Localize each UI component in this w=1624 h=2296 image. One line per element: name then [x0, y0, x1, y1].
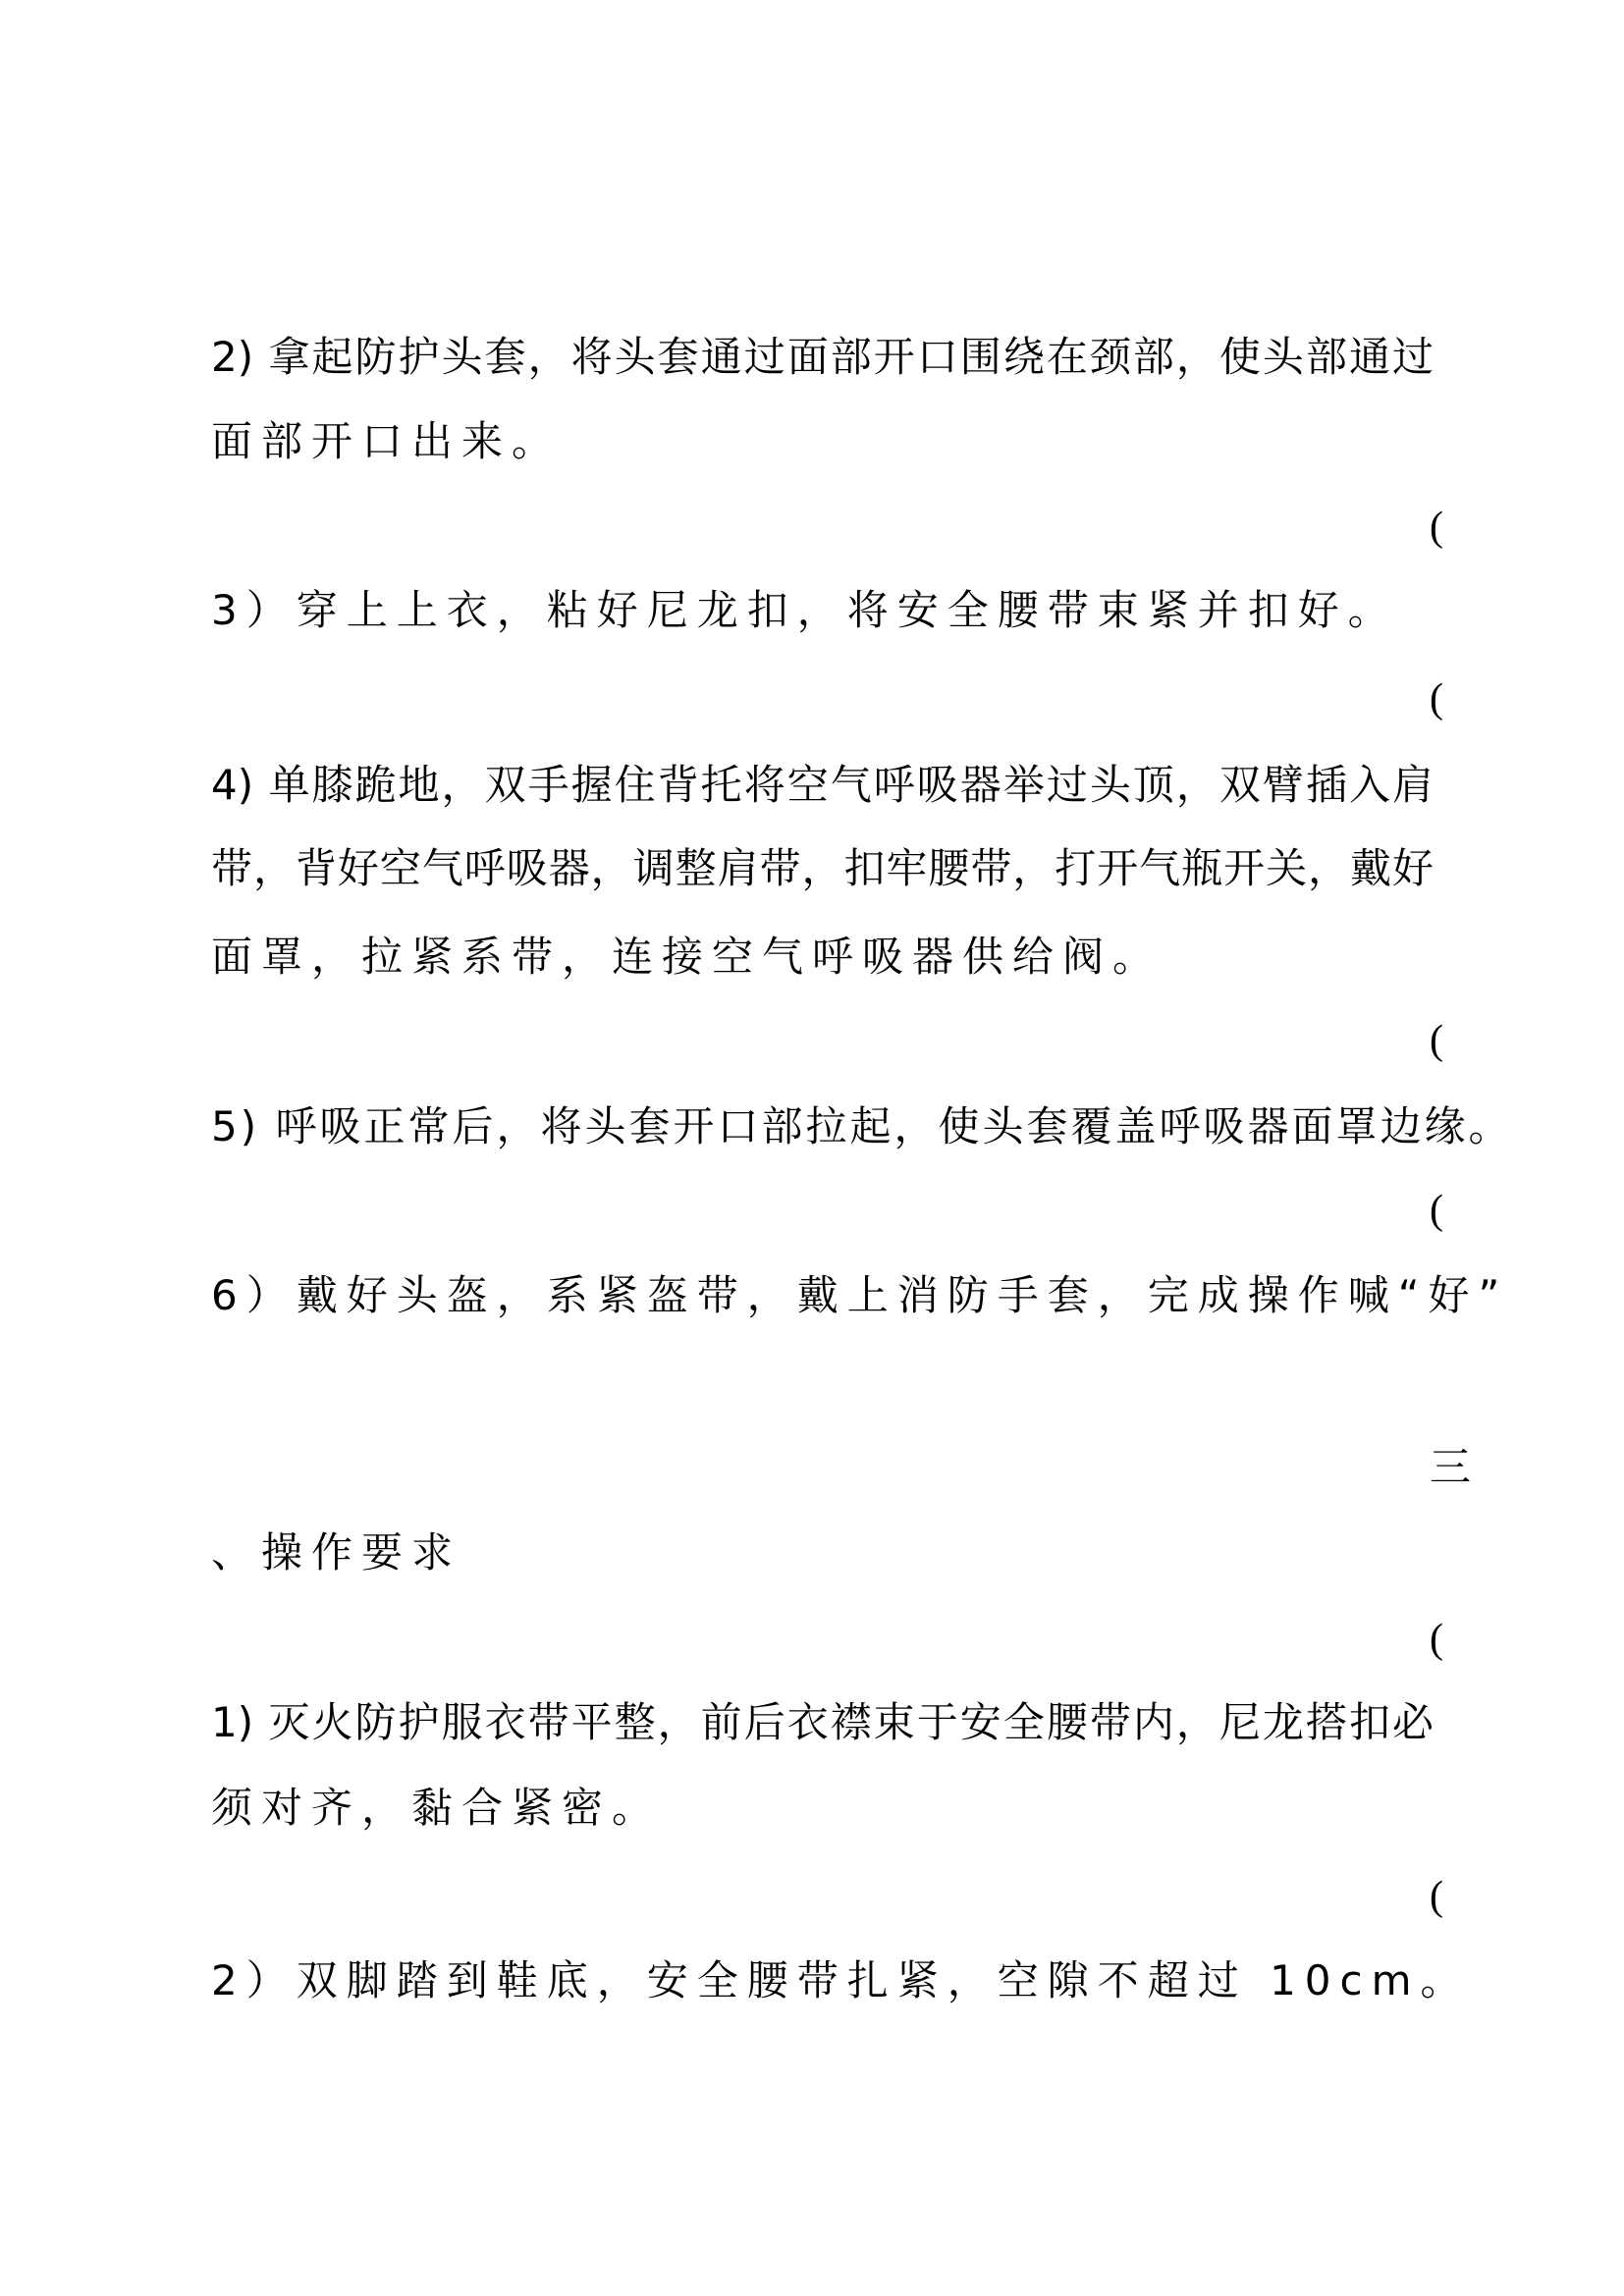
section-number: 三: [1430, 1443, 1472, 1491]
paren-mark: (: [1430, 676, 1443, 721]
paren-mark: (: [1430, 1617, 1443, 1662]
text-line: 面罩，拉紧系带，连接空气呼吸器供给阀。: [211, 933, 1164, 981]
paren-mark: (: [1430, 1874, 1443, 1919]
paren-mark: (: [1430, 505, 1443, 550]
text-line: 2）双脚踏到鞋底，安全腰带扎紧，空隙不超过 10cm。: [211, 1956, 1471, 2004]
text-line: 5) 呼吸正常后，将头套开口部拉起，使头套覆盖呼吸器面罩边缘。: [211, 1102, 1513, 1150]
section-heading: 、操作要求: [211, 1528, 462, 1576]
text-line: 2) 拿起防护头套，将头套通过面部开口围绕在颈部，使头部通过: [211, 333, 1434, 381]
text-line: 带，背好空气呼吸器，调整肩带，扣牢腰带，打开气瓶开关，戴好: [211, 844, 1434, 892]
text-line: 4) 单膝跪地，双手握住背托将空气呼吸器举过头顶，双臂插入肩: [211, 761, 1434, 809]
text-line: 须对齐，黏合紧密。: [211, 1784, 663, 1832]
text-line: 3）穿上上衣，粘好尼龙扣，将安全腰带束紧并扣好。: [211, 586, 1398, 634]
paren-mark: (: [1430, 1188, 1443, 1233]
text-line: 面部开口出来。: [211, 417, 563, 465]
text-line: 1) 灭火防护服衣带平整，前后衣襟束于安全腰带内，尼龙搭扣必: [211, 1698, 1434, 1746]
text-line: 6）戴好头盔，系紧盔带，戴上消防手套，完成操作喊“好”: [211, 1271, 1509, 1319]
paren-mark: (: [1430, 1018, 1443, 1063]
